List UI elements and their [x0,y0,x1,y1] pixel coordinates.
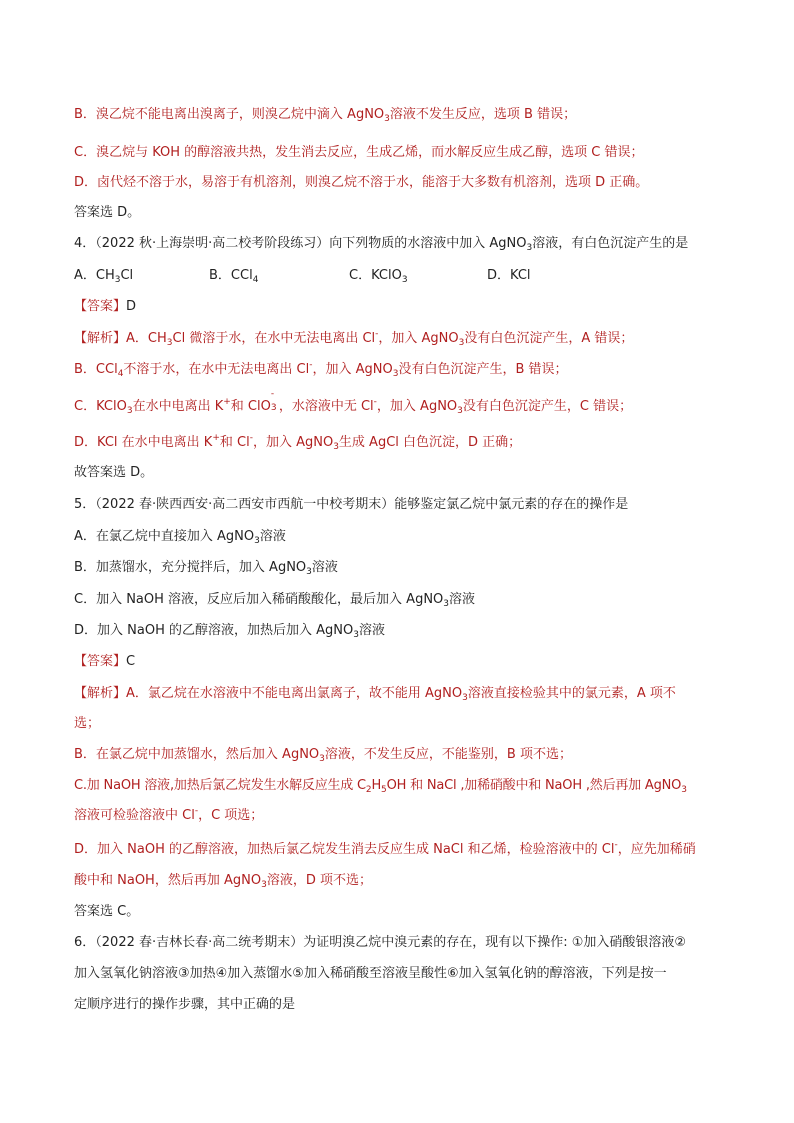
q3-answer: 答案选 D。 [74,205,141,220]
q4-option-d: D．KCl [487,268,531,283]
q5-option-a: A．在氯乙烷中直接加入 AgNO$_3$溶液 [74,529,286,546]
q3-explain-c: C．溴乙烷与 KOH 的醇溶液共热，发生消去反应，生成乙烯，而水解反应生成乙醇，选项 C 错误； [74,145,644,160]
q5-explain-a-1: 【解析】A．氯乙烷在水溶液中不能电离出氯离子，故不能用 AgNO$_3$溶液直接检验其中的氯元素，A 项不 [74,686,676,703]
q4-option-a: A．$CH_3Cl$ [74,268,134,285]
q5-explain-d-2: 酸中和 NaOH，然后再加 AgNO$_3$溶液，D 项不选； [74,873,372,890]
q6-stem-2: 加入氢氧化钠溶液③加热④加入蒸馏水⑤加入稀硝酸至溶液呈酸性⑥加入氢氧化钠的醇溶液，下列是按一 [74,966,667,981]
q5-explain-c-2: 溶液可检验溶液中 Cl-，C 项选； [74,806,264,823]
q4-explain-d: D．KCl 在水中电离出 K+和 Cl-，加入 AgNO$_3$生成 AgCl 白色沉淀，D 正确； [74,433,522,452]
q4-explain-b: B．CCl$_4$不溶于水，在水中无法电离出 Cl-，加入 AgNO$_3$没有白色沉淀产生，B 错误； [74,360,568,379]
q4-option-b: B．CCl$_4$ [209,268,259,285]
q4-explain-c: C．KClO$_3$在水中电离出 K+和 ClO - 3 ，水溶液中无 Cl-，加入 AgNO$_3$没有白色沉淀产生，C 错误； [74,389,633,416]
q5-option-b: B．加蒸馏水，充分搅拌后，加入 AgNO$_3$溶液 [74,560,338,577]
q5-explain-a-2: 选； [74,716,101,731]
q5-explain-d-1: D．加入 NaOH 的乙醇溶液，加热后氯乙烷发生消去反应生成 NaCl 和乙烯，检验溶液中的 Cl-，应先加稀硝 [74,840,696,857]
q5-final-answer: 答案选 C。 [74,904,140,919]
q4-stem: 4．（2022 秋·上海崇明·高二校考阶段练习）向下列物质的水溶液中加入 AgNO$_3$溶液，有白色沉淀产生的是 [74,236,689,253]
q6-stem-1: 6．（2022 春·吉林长春·高二统考期末）为证明溴乙烷中溴元素的存在，现有以下操作: ①加入硝酸银溶液② [74,935,687,950]
q5-option-d: D．加入 NaOH 的乙醇溶液，加热后加入 AgNO$_3$溶液 [74,623,385,640]
q3-explain-d: D．卤代烃不溶于水，易溶于有机溶剂，则溴乙烷不溶于水，能溶于大多数有机溶剂，选项 D 正确。 [74,175,649,190]
q4-explain-a: 【解析】A．$CH_3Cl$ 微溶于水，在水中无法电离出 Cl-，加入 AgNO$_3$没有白色沉淀产生，A 错误； [74,329,634,348]
q6-stem-3: 定顺序进行的操作步骤，其中正确的是 [74,997,296,1012]
q4-option-c: C．KClO$_3$ [349,268,408,285]
q4-answer: 【答案】D [74,299,137,314]
q5-explain-c-1: C.加 NaOH 溶液,加热后氯乙烷发生水解反应生成 $C_2H_5OH$ 和 NaCl ,加稀硝酸中和 NaOH ,然后再加 AgNO$_3$ [74,778,687,795]
q5-option-c: C．加入 NaOH 溶液，反应后加入稀硝酸酸化，最后加入 AgNO$_3$溶液 [74,592,476,609]
q3-explain-b: B．溴乙烷不能电离出溴离子，则溴乙烷中滴入 AgNO$_3$溶液不发生反应，选项 B 错误； [74,107,577,124]
q5-explain-b: B．在氯乙烷中加蒸馏水，然后加入 AgNO$_3$溶液，不发生反应，不能鉴别，B 项不选； [74,747,572,764]
q4-options [74,266,531,286]
q5-stem: 5．（2022 春·陕西西安·高二西安市西航一中校考期末）能够鉴定氯乙烷中氯元素的存在的操作是 [74,497,629,512]
q5-answer: 【答案】C [74,654,136,669]
q4-final-answer: 故答案选 D。 [74,465,154,480]
